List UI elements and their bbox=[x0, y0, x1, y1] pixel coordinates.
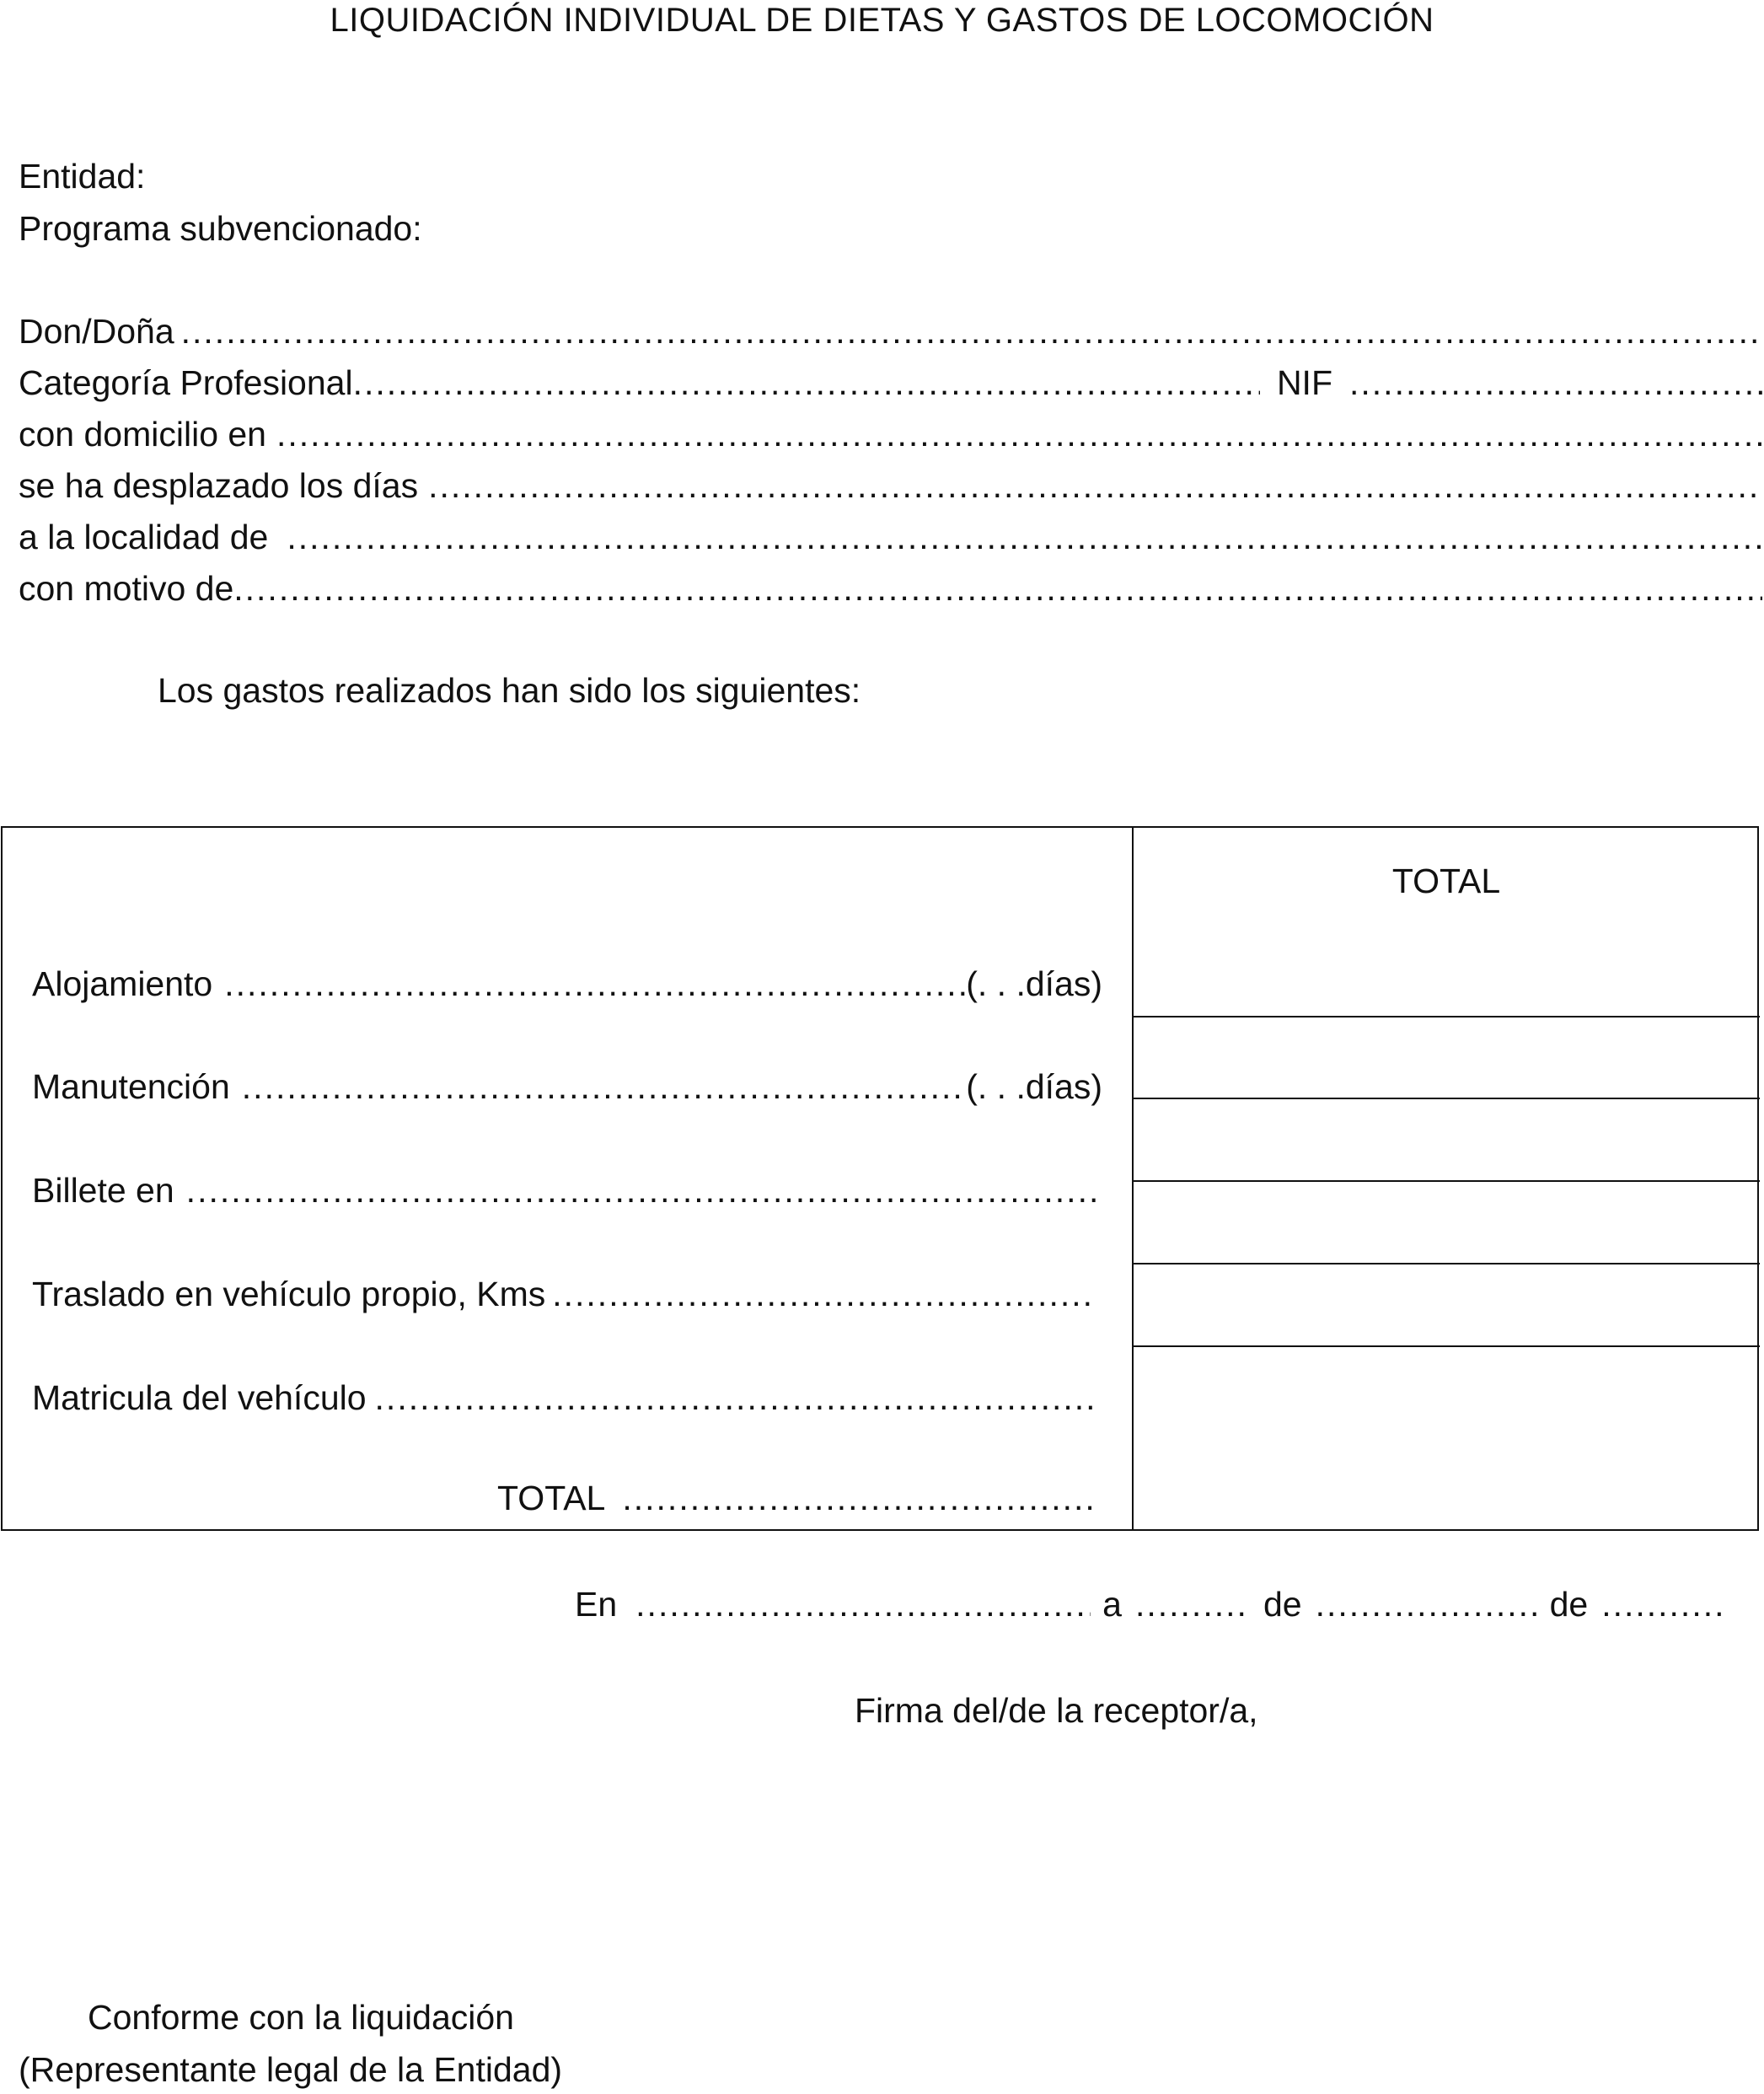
document-title: LIQUIDACIÓN INDIVIDUAL DE DIETAS Y GASTOS DE LOCOMOCIÓN bbox=[330, 2, 1434, 39]
traslado-label: Traslado en vehículo propio, Kms bbox=[32, 1275, 546, 1313]
field-desplazado[interactable] bbox=[19, 466, 1762, 513]
matricula-label: Matricula del vehículo bbox=[32, 1378, 367, 1417]
total-cell-divider bbox=[1133, 1098, 1760, 1099]
manutencion-dias: (. . .días) bbox=[966, 1067, 1102, 1106]
row-traslado[interactable] bbox=[32, 1275, 1096, 1322]
localidad-label: a la localidad de bbox=[19, 518, 269, 556]
table-divider bbox=[1132, 826, 1134, 1531]
year-dots[interactable] bbox=[1601, 1585, 1725, 1624]
row-total[interactable] bbox=[497, 1479, 1096, 1526]
manutencion-label: Manutención bbox=[32, 1067, 230, 1106]
categoria-dots bbox=[353, 363, 1260, 403]
don-dona-dots bbox=[181, 312, 1762, 352]
entidad-label: Entidad: bbox=[19, 157, 146, 196]
field-categoria[interactable] bbox=[19, 363, 1762, 411]
localidad-dots bbox=[287, 518, 1762, 557]
billete-label: Billete en bbox=[32, 1171, 174, 1210]
place-dots[interactable] bbox=[635, 1585, 1091, 1624]
total-cell-divider bbox=[1133, 1345, 1760, 1347]
day-dots[interactable] bbox=[1135, 1585, 1250, 1624]
programa-label: Programa subvencionado: bbox=[19, 209, 422, 248]
field-domicilio[interactable] bbox=[19, 415, 1762, 462]
total-row-dots bbox=[622, 1479, 1096, 1518]
desplazado-dots bbox=[428, 466, 1762, 506]
de-label-2: de bbox=[1549, 1585, 1589, 1624]
alojamiento-dias: (. . .días) bbox=[966, 964, 1102, 1003]
domicilio-label: con domicilio en bbox=[19, 415, 266, 454]
total-cell-divider bbox=[1133, 1263, 1760, 1264]
motivo-dots bbox=[233, 569, 1762, 609]
categoria-label: Categoría Profesional bbox=[19, 363, 353, 402]
representante-text: (Representante legal de la Entidad) bbox=[19, 2050, 563, 2089]
don-dona-label: Don/Doña bbox=[19, 312, 174, 351]
date-line[interactable] bbox=[575, 1585, 1725, 1632]
total-row-label: TOTAL bbox=[497, 1479, 606, 1517]
total-column-header: TOTAL bbox=[1391, 862, 1501, 900]
conforme-text: Conforme con la liquidación bbox=[88, 1998, 514, 2037]
row-alojamiento[interactable] bbox=[32, 964, 1102, 1012]
nif-dots[interactable] bbox=[1349, 363, 1762, 403]
field-don-dona[interactable] bbox=[19, 312, 1762, 359]
firma-receptor: Firma del/de la receptor/a, bbox=[855, 1691, 1258, 1730]
field-motivo[interactable] bbox=[19, 569, 1762, 616]
intro-text: Los gastos realizados han sido los siguientes: bbox=[158, 671, 861, 710]
de-label-1: de bbox=[1263, 1585, 1302, 1624]
motivo-label: con motivo de bbox=[19, 569, 234, 608]
row-matricula[interactable] bbox=[32, 1378, 1096, 1426]
alojamiento-dots bbox=[224, 964, 966, 1004]
nif-label: NIF bbox=[1276, 363, 1332, 402]
manutencion-dots bbox=[242, 1067, 966, 1107]
field-localidad[interactable] bbox=[19, 518, 1762, 565]
en-label: En bbox=[575, 1585, 618, 1624]
month-dots[interactable] bbox=[1316, 1585, 1536, 1624]
desplazado-label: se ha desplazado los días bbox=[19, 466, 419, 505]
matricula-dots bbox=[375, 1378, 1096, 1418]
row-billete[interactable] bbox=[32, 1171, 1096, 1218]
traslado-dots bbox=[552, 1275, 1096, 1314]
total-cell-divider bbox=[1133, 1016, 1760, 1017]
domicilio-dots bbox=[276, 415, 1762, 454]
alojamiento-label: Alojamiento bbox=[32, 964, 213, 1003]
billete-dots bbox=[186, 1171, 1096, 1211]
total-cell-divider bbox=[1133, 1180, 1760, 1182]
a-label: a bbox=[1102, 1585, 1122, 1624]
row-manutencion[interactable] bbox=[32, 1067, 1102, 1114]
